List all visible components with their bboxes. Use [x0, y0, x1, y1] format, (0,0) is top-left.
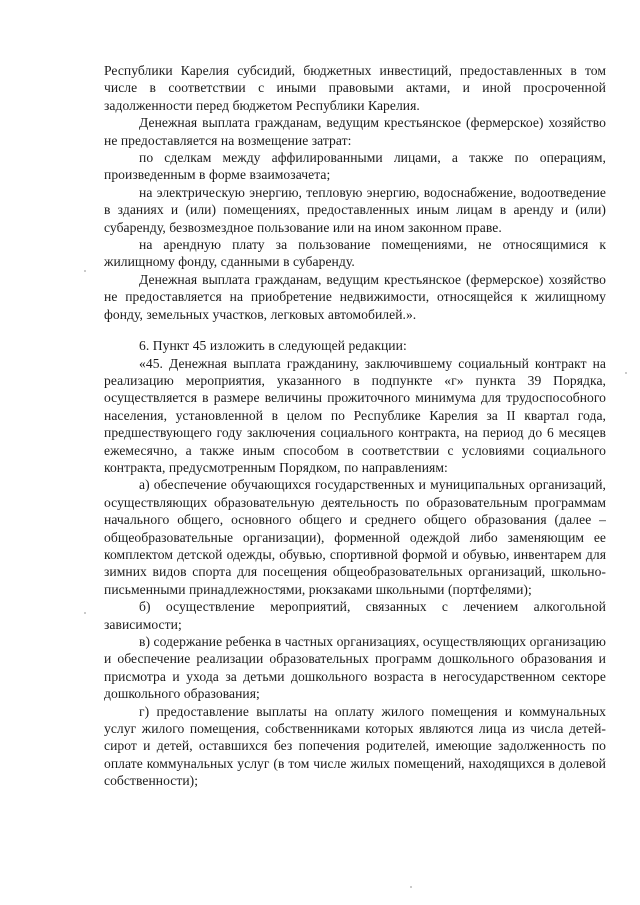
paragraph-subitem-a: а) обеспечение обучающихся государственных и муниципальных организаций, осуществляющих образовательную деятельность по образовательным программам начального общего, основного общего и среднего общего образования (далее – общеобразовательные организации), форменной одеждой либо заменяющим ее комплектом детской одежды, обувью, спортивной формой и обувью, инвентарем для зимних видов спорта для посещения общеобразовательных организаций, школьно-письменными принадлежностями, рюкзаками школьными (портфелями);: [104, 477, 606, 597]
scan-speck: [84, 612, 86, 614]
paragraph-subitem-b: б) осуществление мероприятий, связанных с лечением алкогольной зависимости;: [104, 599, 606, 632]
document-body: [104, 62, 606, 790]
paragraph-farm-payment-property: Денежная выплата гражданам, ведущим крестьянское (фермерское) хозяйство не предоставляется на приобретение недвижимости, относящейся к жилищному фонду, земельных участков, легковых автомобилей.».: [104, 271, 606, 322]
paragraph-utilities: на электрическую энергию, тепловую энергию, водоснабжение, водоотведение в зданиях и (или) помещениях, предоставленных иным лицам в аренду и (или) субаренду, безвозмездное пользование или на ином законном праве.: [104, 184, 606, 235]
paragraph-point-45: «45. Денежная выплата гражданину, заключившему социальный контракт на реализацию мероприятия, указанного в подпункте «г» пункта 39 Порядка, осуществляется в размере величины прожиточного минимума для трудоспособного населения, установленной в целом по Республике Карелия за II квартал года, предшествующего году заключения социального контракта, на период до 6 месяцев ежемесячно, а также иным способом в соответствии с условиями социального контракта, предусмотренным Порядком, по направлениям:: [104, 355, 606, 475]
paragraph-rent: на арендную плату за пользование помещениями, не относящимися к жилищному фонду, сданными в субаренду.: [104, 237, 606, 270]
paragraph-continuation: Республики Карелия субсидий, бюджетных инвестиций, предоставленных в том числе в соответствии с иными правовыми актами, и иной просроченной задолженности перед бюджетом Республики Карелия.: [104, 63, 606, 113]
scan-speck: [625, 372, 627, 374]
paragraph-subitem-g: г) предоставление выплаты на оплату жилого помещения и коммунальных услуг жилого помещения, собственниками которых являются лица из числа детей-сирот и детей, оставшихся без попечения родителей, имеющие задолженность по оплате коммунальных услуг (в том числе жилых помещений, находящихся в долевой собственности);: [104, 703, 606, 789]
paragraph-subitem-v: в) содержание ребенка в частных организациях, осуществляющих организацию и обеспечение реализации образовательных программ дошкольного образования и присмотра и ухода за детьми дошкольного возраста в негосударственном секторе дошкольного образования;: [104, 634, 606, 702]
paragraph-farm-payment-expenses: Денежная выплата гражданам, ведущим крестьянское (фермерское) хозяйство не предоставляется на возмещение затрат:: [104, 115, 606, 148]
scan-speck: [410, 886, 412, 888]
scan-speck: [84, 270, 86, 272]
paragraph-item-6-heading: 6. Пункт 45 изложить в следующей редакции:: [139, 338, 407, 354]
paragraph-affiliated-deals: по сделкам между аффилированными лицами, а также по операциям, произведенным в форме взаимозачета;: [104, 150, 606, 183]
